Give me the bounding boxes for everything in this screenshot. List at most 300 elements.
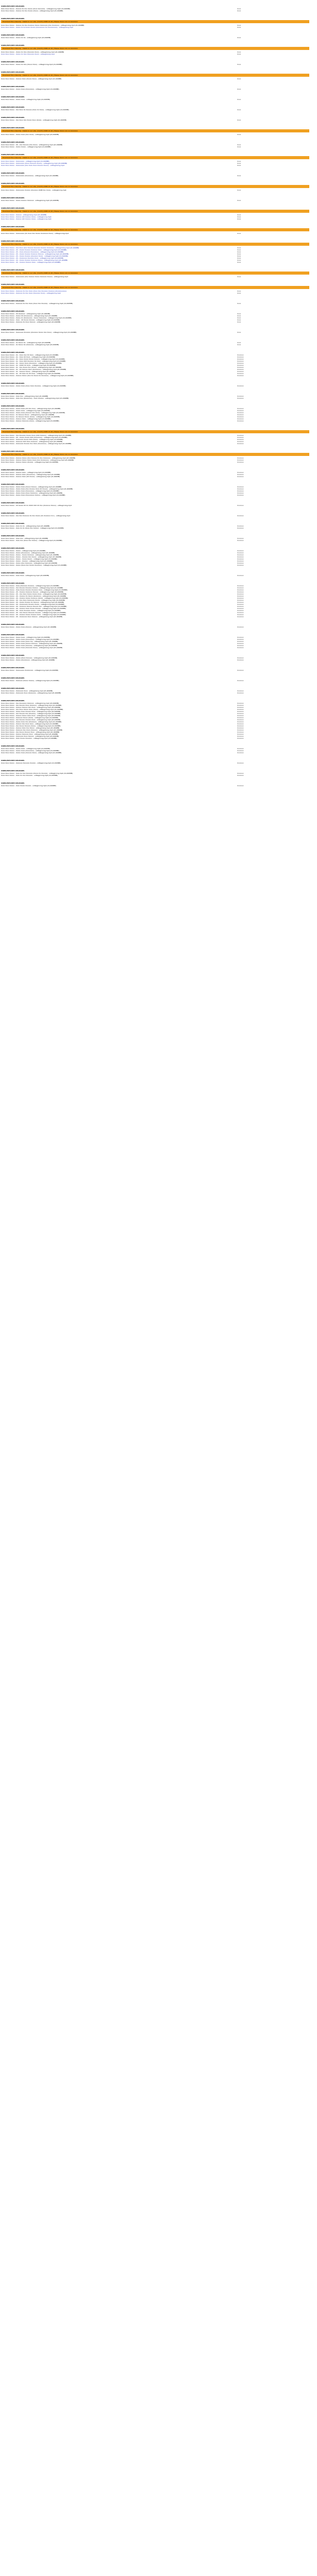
release-title: Xxxx Xxxx Xxxxx - Xxxxx Xxxx (Xxxxxx) - vidbeginning.mp4 (21,000MB)	[1, 645, 58, 647]
release-title: Xxxx Xxxx Xxxxx - Xxxxxx Xxxx (Xxxxx Xxxx) - vidbeginning.mp4 (21,000MB)	[1, 78, 62, 80]
block-title: VIDEO/MP4/MP3 RELEASES	[1, 5, 25, 7]
block-title: VIDEO/MP4/MP3 RELEASES	[1, 106, 25, 108]
release-link[interactable]: Xxxx Xxxx Xxxxx - Xxxxxxx Xx Xxx Xxxx (Xxxx Xxx Xxxxxxx Xxxxxx) (Xxxxxxxxxxx)	[1, 290, 67, 292]
release-title: Xxxx Xxxx Xxxxx - Xx Xxxxxx Xxxxx (Xxxx) - vidbeginning.mp4 (21,000MB)	[1, 416, 60, 418]
release-row	[1, 37, 314, 39]
release-link[interactable]: Xxxx Xxxx Xxxxx - Xxxxx Xx & Xxxxx Xxxxx (Xxxxxxxxx Xx Xxxxxxxxxx) - vidbeginning.mp4	[1, 26, 73, 28]
release-category: Xxxx	[237, 342, 241, 344]
release-title: Xxxx Xxxx Xxxxx - Xxxxxxxx Xxxx - vidbeginning.mp4 (21,000MB)	[1, 690, 53, 692]
release-category: Xxxx	[237, 98, 241, 100]
release-title: Xxxx Xxxx Xxxxx - XX - Xxxxx Xxxxx XXX (Xxxxxxxx) - vidbeginning.mp4 (21,000MB)	[1, 436, 68, 438]
release-title: Xxxx Xxxx Xxxxx - Xxxxx Xx (Xxxxxxxx) - Xxxxx Xxxxxxxx - vidbeginning.mp4 (21,000MB)	[1, 317, 72, 319]
release-row	[1, 659, 314, 661]
release-title: Xxxx Xxxx Xxxxx - Xxxxxx Xxxx - vidbeginning.mp4 (21,000MB)	[1, 418, 51, 420]
release-block	[1, 40, 314, 57]
release-category: Xxxx	[237, 199, 241, 201]
release-category: Xxxxxxx	[237, 599, 244, 601]
release-row	[1, 574, 314, 577]
release-title: Xxxx Xxxx Xxxxx - Xx Xxxxxx Xxxxx - vidbeginning.mp4 (21,000MB)	[1, 414, 55, 416]
release-row	[1, 385, 314, 387]
release-category: Xxxxxxx	[237, 375, 244, 377]
release-row	[1, 276, 314, 278]
release-category: Xxxxxxx	[237, 457, 244, 459]
release-category: Xxxx	[237, 63, 241, 65]
release-category: Xxxxxxx	[237, 640, 244, 642]
release-link[interactable]: Xxxx Xxxx Xxxxx - Xxxxxx - vidbeginning.mp4 (21,000MB)	[1, 214, 47, 216]
release-category: Xxxxxxx	[237, 645, 244, 647]
release-category: Xxxx	[237, 10, 241, 12]
release-title: Xxxx Xxxx Xxxxx - Xxxxxxxx Xxxx (Xxxxxxx) - vidbeginning.mp4 (21,000MB)	[1, 692, 61, 694]
release-category: Xxxx	[237, 175, 241, 177]
release-link[interactable]: Xxxx Xxxx Xxxxx - Xxx Xxxx (Xxx Xxxxxx Xxxxxxx Xxxxxx Xxxxxxx) - vidbeginning.mp4 (21,000MB)	[1, 247, 79, 249]
download-banner[interactable]: Download this videoclip - Install on our site, (month) 2008-12-16 | Please Xxxxx xxx xx xxxxxxxx	[1, 228, 309, 231]
release-category: Xxxxxxx	[237, 418, 244, 420]
release-block	[1, 347, 314, 378]
release-category: Xxxx	[237, 164, 241, 166]
release-category: Xxxxxxx	[237, 607, 244, 609]
release-block	[1, 265, 314, 279]
release-title: Xxxx Xxxx Xxxxx - Xxxx Xxx (Xxxx Xxx Xxxxx) - vidbeginning.mp4 (21,000MB)	[1, 539, 62, 541]
release-category: Xxxxxxx	[237, 589, 244, 591]
download-banner[interactable]: Download this videoclip - Install on our site, (month) 2008-12-16 | Please Xxxxx xxx xx xxxxxxxx	[1, 47, 309, 50]
release-category: Xxxxxxx	[237, 713, 244, 715]
release-block	[1, 193, 314, 203]
release-category: Xxxxxxx	[237, 657, 244, 659]
release-category: Xxxxxxx	[237, 725, 244, 727]
release-block	[1, 178, 314, 193]
release-category: Xxxxxxx	[237, 368, 244, 370]
release-title: Xxxx Xxxx Xxxxx - Xxxxxx Xxxx (XX Xxxxx) - vidbeginning.mp4 (21,000MB)	[1, 476, 60, 478]
block-title: VIDEO/MP4/MP3 RELEASES	[1, 96, 25, 98]
release-category: Xxxxxxx	[237, 723, 244, 725]
release-row	[1, 375, 314, 377]
release-category: Xxxxxxx	[237, 414, 244, 416]
release-link[interactable]: Xxxx Xxxx Xxxxx - Xxxxxxxxx - vidbeginning.mp4 (21,000MB)	[1, 160, 49, 162]
release-row	[1, 539, 314, 541]
release-row	[1, 564, 314, 566]
release-category: Xxxx	[237, 253, 241, 255]
block-title: VIDEO/MP4/MP3 RELEASES	[1, 300, 25, 302]
release-category: Xxxxxxx	[237, 354, 244, 356]
release-title: Xxxx Xxxx Xxxxx - Xx - Xxxx XXX Xxxxxxx Xx Xxxx - vidbeginning.mp4 (21,000MB)	[1, 360, 66, 362]
release-category: Xxxx	[237, 344, 241, 346]
release-title: Xxxx Xxxx Xxxxx - Xxx Xxxxxxxx Xxxxxxx - vidbeginning.mp4 (21,000MB)	[1, 702, 59, 704]
release-category: Xxxx	[237, 160, 241, 162]
release-title: Xxxx Xxxx Xxxxx - Xx - Xxxx Xxx XX Xxxx - vidbeginning.mp4 (21,000MB)	[1, 354, 59, 356]
release-title-cell[interactable]	[1, 218, 314, 220]
release-block	[1, 378, 314, 388]
release-link[interactable]: Xxxx Xxxx Xxxxx - XX - Xxxxxxxx Xxxxxxx Xxxx - vidbeginning.mp4 (21,000MB)	[1, 257, 63, 259]
release-block	[1, 236, 314, 265]
release-title: Xxxx Xxxx Xxxxx - Xxxxxxxx Xxxxx XXX (Xxxx) - vidbeginning.mp4 (21,000MB)	[1, 438, 63, 440]
release-title: Xxxx Xxxx Xxxxx - Xxxxx (Xxxxxxxx) - vidbeginning.mp4 (21,000MB)	[1, 659, 55, 661]
release-title: Xxxx Xxxx Xxxxx - Xxxx Xxxxx Xxxxxx Xxxxxxx Xxxx - vidbeginning.mp4 (21,000MB)	[1, 589, 68, 591]
release-category: Xxxx	[237, 189, 241, 191]
release-title: Xxxx Xxxx Xxxxx - Xxxxxxxxx (Xxx Xxxxxx Xxxxx Xxxxxxx Xxxxx) - vidbeginning.mp4	[1, 276, 68, 278]
release-row	[1, 189, 314, 191]
download-banner[interactable]: Download this videoclip - Install on our site, (month) 2008-12-16 | Please Xxxxx xxx xx xxxxxxxx	[1, 129, 309, 132]
release-row	[1, 785, 314, 787]
release-block	[1, 766, 314, 778]
release-title: Xxxx Xxxx Xxxxx - Xxx Xxxxx Xxxxxx Xxxx - vidbeginning.mp4 (21,000MB)	[1, 731, 60, 733]
release-title-cell[interactable]	[1, 261, 314, 263]
release-title-cell[interactable]	[1, 53, 314, 55]
release-block	[1, 465, 314, 479]
release-category: Xxxxxxx	[237, 605, 244, 607]
release-block	[1, 619, 314, 630]
release-category: Xxxxxxx	[237, 715, 244, 717]
block-title: VIDEO/MP4/MP3 RELEASES	[1, 522, 25, 524]
block-title: VIDEO/MP4/MP3 RELEASES	[1, 770, 25, 772]
release-block	[1, 543, 314, 568]
release-title: Xxxx Xxxx Xxxxx - XX - Xxx Xxxx Xxxxx Xxxxx Xxxx - vidbeginning.mp4 (21,000MB)	[1, 593, 66, 595]
block-title: VIDEO/MP4/MP3 RELEASES	[1, 351, 25, 353]
release-category: Xxxx	[237, 78, 241, 80]
release-title: Xxxx Xxxx Xxxxx - Xxxxx Xxxx (XX Xxx Xxx) - vidbeginning.mp4 (21,000MB)	[1, 408, 61, 410]
release-title: Xxxx Xxxx Xxxxx - Xxxx Xx Xx - vidbeginning.mp4 (21,000MB)	[1, 525, 50, 527]
release-category: Xxxxxxx	[237, 515, 244, 517]
release-block	[1, 168, 314, 178]
release-block	[1, 508, 314, 518]
release-category: Xxxxxxx	[237, 642, 244, 645]
release-title: Xxxx Xxxx Xxxxx - Xxxxx Xxxx (Xxxxxx Xxxx) - vidbeginning.mp4 (21,000MB)	[1, 752, 62, 754]
release-category: Xxxx	[237, 216, 241, 218]
release-link[interactable]: Xxxx Xxxx Xxxxx - XX - Xxxxx Xxxxxx (Xxxxxxx Xxxx) - vidbeginning.mp4 (21,000MB)	[1, 255, 68, 257]
release-row	[1, 504, 314, 506]
release-category: Xxxx	[237, 162, 241, 164]
release-category: Xxxx	[237, 53, 241, 55]
download-banner[interactable]: Download this videoclip - Install on our site, (month) 2008-12-16 | Please Xxxxx xxx xx xxxxxxxx	[1, 453, 309, 456]
release-link[interactable]: Xxxx Xxxx Xxxxx - Xxxxxx (XX Xxxxxx Xxxx) - vidbeginning.mp4	[1, 218, 52, 220]
release-row	[1, 626, 314, 628]
release-category: Xxxxxxx	[237, 626, 244, 628]
block-title: VIDEO/MP4/MP3 RELEASES	[1, 700, 25, 702]
release-link[interactable]: Xxxx Xxxx Xxxxx - XX - Xxxxx Xxxxxx Xxxxxxx Xxxxxx - vidbeginning.mp4 (21,000MB)	[1, 253, 69, 255]
release-title: Xxxx Xxxx Xxxxx - Xxxxxx Xx Xxx Xxxxx (Xxxx) - vidbeginning.mp4 (21,000MB)	[1, 10, 63, 12]
release-title: Xxxx Xxxx Xxxxx - Xxxxx Xxxx (Xxxxxxxx) - vidbeginning.mp4 (21,000MB)	[1, 638, 59, 640]
release-title: Xxxx Xxxx Xxxxx - XX Xxxxxxx - vidbeginning.mp4 (21,000MB)	[1, 313, 51, 315]
release-category: Xxxxxxx	[237, 440, 244, 443]
release-category: Xxxxxxx	[237, 494, 244, 496]
release-title: Xxxx Xxxx Xxxxx - XX - Xxxx Xxxxxxx Xxxxx - vidbeginning.mp4 (21,000MB)	[1, 609, 61, 612]
release-category: Xxxxxxx	[237, 556, 244, 558]
release-title: Xxxx Xxxx Xxxxx - Xxx Xxxx Xx Xxxxxx (Xxxx Xx Xxxx) - vidbeginning.mp4 (21,000MB)	[1, 109, 69, 111]
release-category: Xxxxxxx	[237, 591, 244, 593]
release-row	[1, 63, 314, 65]
release-block	[1, 663, 314, 673]
release-title: Xxxx Xxxx Xxxxx - Xx - XXXX XX Xxxx - vidbeginning.mp4 (21,000MB)	[1, 364, 56, 366]
block-title: VIDEO/MP4/MP3 RELEASES	[1, 329, 25, 331]
release-block	[1, 81, 314, 92]
release-category: Xxxxxxx	[237, 735, 244, 737]
release-block	[1, 335, 314, 347]
release-title: Xxxx Xxxx Xxxxx - XX - Xxxxxxxx Xxxx Xxxxxx - vidbeginning.mp4 (21,000MB)	[1, 616, 63, 618]
release-row	[1, 302, 314, 304]
release-title: Xxxx Xxxx Xxxxx - Xxxxxxx Xx Xxx Xxxx (Xxxx Xxx Xxxxxx) - vidbeginning.mp4 (21,000MB)	[1, 302, 73, 304]
release-row	[1, 109, 314, 111]
block-title: VIDEO/MP4/MP3 RELEASES	[1, 283, 25, 285]
release-category: Xxxx	[237, 51, 241, 53]
release-title: Xxxx Xxxx Xxxxx - Xxxxxxx XXX Xxxx Xxxxxxx - vidbeginning.mp4 (21,000MB)	[1, 440, 63, 443]
release-link[interactable]: Xxxx Xxxx Xxxxx - Xxxxx Xx Xxx (Xxxxxxx Xxxx) - vidbeginning.mp4	[1, 53, 55, 55]
release-title: Xxxx Xxxx Xxxxx - Xxxx Xx Xxx Xxxxxxx - vidbeginning.mp4 (21,000MB)	[1, 774, 58, 776]
release-row	[1, 78, 314, 80]
release-title: Xxxx Xxxx Xxxxx - Xxx Xxxxxxx Xxxxx Xxxx (XXX Xxxxxx) - vidbeginning.mp4 (21,000MB)	[1, 434, 72, 436]
release-category: Xxxxxxx	[237, 461, 244, 463]
block-title: VIDEO/MP4/MP3 RELEASES	[1, 582, 25, 584]
release-title: Xxxx Xxxx Xxxxx - Xxxxx Xxxx (Xxx Xxxx) - vidbeginning.mp4 (21,000MB)	[1, 133, 59, 135]
release-title: Xxxx Xxxx Xxxxx - Xxx Xxx Xxxxxxx Xx Xxx Xxxxx (Xx Xxxxxxx X.X.) - vidbeginning.mp4	[1, 515, 70, 517]
release-title: Xxxx Xxxx Xxxxx - Xxxxx XX (Xxxxxxxx) - vidbeginning.mp4 (21,000MB)	[1, 315, 58, 317]
release-title: Xxxx Xxxx Xxxxx - Xxxxxx Xxxxx (Xxxxx) - vidbeginning.mp4 (21,000MB)	[1, 461, 58, 463]
release-category: Xxxxxxx	[237, 612, 244, 614]
release-title: Xxxx Xxxx Xxxxx - Xxxxx Xxxx (Xxxx Xxxxxxx) - vidbeginning.mp4 (21,000MB)	[1, 492, 63, 494]
download-banner[interactable]: Download this videoclip - Install on our site, (month) 2008-12-16 | Please Xxxxx xxx xx xxxxxxxx	[1, 243, 309, 246]
release-title: Xxxx Xxxx Xxxxx - Xxxxx Xxxx - vidbeginning.mp4 (21,000MB)	[1, 410, 50, 412]
block-title: VIDEO/MP4/MP3 RELEASES	[1, 450, 25, 452]
release-row	[1, 397, 314, 399]
release-block	[1, 423, 314, 446]
release-category: Xxxxxxx	[237, 750, 244, 752]
release-title-cell[interactable]	[1, 26, 314, 28]
download-banner[interactable]: Download this videoclip - Install on our site, (month) 2008-12-16 | Please Xxxxx xxx xx xxxxxxxx	[1, 20, 309, 23]
release-category: Xxxxxxx	[237, 729, 244, 731]
release-category: Xxxxxxx	[237, 410, 244, 412]
release-title: Xxxx Xxxx Xxxxx - Xxxxx (Xxxxxxxx) - vidbeginning.mp4 (21,000MB)	[1, 552, 55, 554]
release-title: Xxxx Xxxx Xxxxx - Xxxxx Xxxx (Xxxxxxxxx Xxxxx) - vidbeginning.mp4 (21,000MB)	[1, 494, 65, 496]
release-title: Xxxx Xxxx Xxxxx - XX - Xxxxxxxxx Xxxxxx Xxxxx - vidbeginning.mp4 (21,000MB)	[1, 603, 64, 605]
release-row	[1, 321, 314, 323]
release-row	[1, 88, 314, 90]
release-block	[1, 279, 314, 296]
release-category: Xxxx	[237, 321, 241, 323]
download-banner[interactable]: Download this videoclip - Install on our site, (month) 2008-12-16 | Please Xxxxx xxx xx xxxxxxxx	[1, 185, 309, 188]
release-category: Xxxx	[237, 26, 241, 28]
release-title: Xxxx Xxxx Xxxxx - Xx - Xxxxx Xxxx (Xxxxxxx) - vidbeginning.mp4 (21,000MB)	[1, 362, 62, 364]
block-title: VIDEO/MP4/MP3 RELEASES	[1, 207, 25, 209]
release-row	[1, 10, 314, 12]
release-title: Xxxx Xxxx Xxxxx - Xxxxx Xxxx (Xxx Xxxxxx Xxxx XX Xxxxx) - vidbeginning.mp4 (21,000MB)	[1, 488, 73, 490]
block-title: VIDEO/MP4/MP3 RELEASES	[1, 502, 25, 504]
release-block	[1, 778, 314, 788]
release-link[interactable]: Xxxx Xxxx Xxxxx - Xxxxxxxxx (Xxx Xxxx Xxxx Xxxxxx Xxxxx) - vidbeginning.mp4	[1, 164, 64, 166]
block-title: VIDEO/MP4/MP3 RELEASES	[1, 745, 25, 747]
release-title: Xxxx Xxxx Xxxxx - Xxxxx Xx Xxx (Xxxxxxx Xxxx) - vidbeginning.mp4 (21,000MB)	[1, 51, 64, 53]
block-title: VIDEO/MP4/MP3 RELEASES	[1, 269, 25, 271]
release-block	[1, 222, 314, 236]
release-category: Xxxxxxx	[237, 473, 244, 476]
release-block	[1, 401, 314, 423]
release-title: Xxxx Xxxx Xxxxx - Xx - XX Xxxxxx Xxxx (Xxxxxxxx) - vidbeginning.mp4 (21,000MB)	[1, 368, 66, 370]
release-category: Xxxx	[237, 331, 241, 333]
release-block	[1, 67, 314, 81]
release-title: Xxxx Xxxx Xxxxx - Xxxxx - Xxxxx Xxxxx - vidbeginning.mp4 (21,000MB)	[1, 558, 57, 560]
release-block	[1, 306, 314, 325]
release-category: Xxxxxxx	[237, 669, 244, 671]
release-link[interactable]: Xxxx Xxxx Xxxxx - XX - Xxxxxx Xxxxxx Xxxx - vidbeginning.mp4 (21,000MB)	[1, 261, 61, 263]
release-title: Xxxx Xxxx Xxxxx - Xxxxx Xxxx (Xxxxxx Xxx Xxxx) - vidbeginning.mp4 (21,000MB)	[1, 412, 65, 414]
block-title: VIDEO/MP4/MP3 RELEASES	[1, 687, 25, 689]
release-title: Xxxx Xxxx Xxxxx - Xxxxxx Xxxx Xxx Xxxxx - vidbeginning.mp4 (21,000MB)	[1, 727, 60, 729]
release-title: Xxxx Xxxx Xxxxx - Xxxx Xxx (Xxxxxxxx) - Xxxx Xxxxxx - vidbeginning.mp4 (21,000MB)	[1, 397, 69, 399]
release-title: Xxxx Xxxx Xxxxx - Xxxxx Xxxxxx Xxxxxxx - vidbeginning.mp4 (21,000MB)	[1, 199, 59, 201]
release-category: Xxxxxxx	[237, 748, 244, 750]
release-category: Xxxxxxx	[237, 539, 244, 541]
block-title: VIDEO/MP4/MP3 RELEASES	[1, 623, 25, 625]
release-title: Xxxx Xxxx Xxxxx - Xx Xxxxx Xx (Xxxxxxx) - vidbeginning.mp4 (21,000MB)	[1, 344, 59, 346]
release-category: Xxxxxxx	[237, 614, 244, 616]
block-title: VIDEO/MP4/MP3 RELEASES	[1, 116, 25, 118]
release-title: Xxxx Xxxx Xxxxx - Xxxxxxx Xxx Xxxx (Xxxxxx) - vidbeginning.mp4 (21,000MB)	[1, 729, 63, 731]
release-row	[1, 494, 314, 496]
release-category: Xxxxxxx	[237, 638, 244, 640]
release-title: Xxxx Xxxx Xxxxx - Xxx Xxxx Xxxxx Xxxx (Xxxx) - vidbeginning.mp4 (21,000MB)	[1, 708, 63, 710]
download-banner[interactable]: Download this videoclip - Install on our site, (month) 2008-12-16 | Please Xxxxx xxx xx xxxxxxxx	[1, 156, 309, 159]
release-title-cell[interactable]	[1, 164, 314, 166]
release-category: Xxxxxxx	[237, 360, 244, 362]
release-category: Xxxxxxx	[237, 552, 244, 554]
release-category: Xxxxxxx	[237, 537, 244, 539]
release-row	[1, 680, 314, 682]
release-title: Xxxx Xxxx Xxxxx - Xxxxxx Xx Xxx Xxxxxxx Xxxxx Xxxxxxxx (Xxx Xxxxxxx) - vidbeginning.mp4 (21,000MB)	[1, 24, 85, 26]
release-row	[1, 261, 314, 263]
release-title: Xxxx Xxxx Xxxxx - Xxxxx - vidbeginning.mp4 (21,000MB)	[1, 550, 46, 552]
block-title: VIDEO/MP4/MP3 RELEASES	[1, 654, 25, 656]
release-block	[1, 518, 314, 531]
release-category: Xxxx	[237, 259, 241, 261]
release-category: Xxxxxxx	[237, 364, 244, 366]
release-category: Xxxxxxx	[237, 504, 244, 506]
release-block	[1, 683, 314, 696]
release-category: Xxxx	[237, 119, 241, 121]
release-category: Xxxxxxx	[237, 702, 244, 704]
release-title: Xxxx Xxxx Xxxxx - Xxxxx Xxxx - vidbeginning.mp4 (21,000MB)	[1, 98, 50, 100]
block-title: VIDEO/MP4/MP3 RELEASES	[1, 782, 25, 784]
release-category: Xxxx	[237, 290, 241, 292]
release-title: Xxxx Xxxx Xxxxx - Xxxx Xxx - vidbeginning.mp4 (21,000MB)	[1, 395, 48, 397]
release-row	[1, 53, 314, 55]
release-block	[1, 102, 314, 112]
release-block	[1, 696, 314, 741]
release-row	[1, 527, 314, 529]
release-title: Xxxx Xxxx Xxxxx - Xxxxx Xxxxx - vidbeginning.mp4 (21,000MB)	[1, 146, 51, 148]
release-category: Xxxxxxx	[237, 358, 244, 360]
block-title: VIDEO/MP4/MP3 RELEASES	[1, 141, 25, 143]
release-link[interactable]: Xxxx Xxxx Xxxxx - XX - Xxxx (Xxxxxx Xxxxxxxx) - vidbeginning.mp4 (21,000MB)	[1, 251, 64, 253]
release-link[interactable]: Xxxx Xxxx Xxxxx - Xxxxxxxxx (Xxxx Xxxxxxx Xxxxx) - vidbeginning.mp4 (21,000MB)	[1, 162, 68, 164]
release-block	[1, 325, 314, 335]
release-link[interactable]: Xxxx Xxxx Xxxxx - XX - Xxxxx Xxxxxx Xxxxxxx Xxxxx - vidbeginning.mp4 (21,000MB)	[1, 259, 68, 261]
release-category: Xxxx	[237, 315, 241, 317]
release-title-cell[interactable]	[1, 292, 314, 294]
release-block	[1, 123, 314, 137]
release-row	[1, 119, 314, 121]
release-row	[1, 98, 314, 100]
release-row	[1, 762, 314, 764]
release-title: Xxxx Xxxx Xxxxx - Xxxxxx Xxxxx Xxxx Xxxx - vidbeginning.mp4 (21,000MB)	[1, 715, 61, 717]
release-block	[1, 30, 314, 40]
release-category: Xxxx	[237, 261, 241, 263]
release-category: Xxxxxxx	[237, 774, 244, 776]
release-row	[1, 647, 314, 649]
release-title: Xxxx Xxxx Xxxxx - Xxx Xxxxxx Xxxxxx Xxxx - vidbeginning.mp4 (21,000MB)	[1, 719, 61, 721]
release-category: Xxxxxxx	[237, 593, 244, 595]
release-block	[1, 1, 314, 13]
release-category: Xxxxxxx	[237, 601, 244, 603]
download-banner[interactable]: Download this videoclip - Install on our site, (month) 2008-12-16 | Please Xxxxx xxx xx xxxxxxxx	[1, 210, 309, 213]
release-category: Xxxxxxx	[237, 527, 244, 529]
download-banner[interactable]: Download this videoclip - Install on our site, (month) 2008-12-16 | Please Xxxxx xxx xx xxxxxxxx	[1, 286, 309, 289]
release-category: Xxxxxxx	[237, 476, 244, 478]
release-title: Xxxx Xxxx Xxxxx - XX - Xxxxxx Xxxxx Xxxxxxx (Xxxx) - vidbeginning.mp4 (21,000MB)	[1, 597, 68, 599]
release-block	[1, 755, 314, 766]
release-row	[1, 175, 314, 177]
release-block	[1, 531, 314, 543]
release-title: Xxxx Xxxx Xxxxx - Xxxxxx Xxxxx (Xxx Xx Xxxxx Xx Xxxxxxx) - vidbeginning.mp4 (21,000MB)	[1, 375, 74, 377]
download-banner[interactable]: Download this videoclip - Install on our site, (month) 2008-12-16 | Please Xxxxx xxx xx xxxxxxxx	[1, 74, 309, 77]
block-title: VIDEO/MP4/MP3 RELEASES	[1, 634, 25, 636]
release-category: Xxxxxxx	[237, 356, 244, 358]
release-title: Xxxx Xxxx Xxxxx - XX - Xxxxx Xxxxxx Xx Xxxxxx - vidbeginning.mp4 (21,000MB)	[1, 601, 64, 603]
release-category: Xxxxxxx	[237, 659, 244, 661]
release-block	[1, 479, 314, 498]
release-category: Xxxx	[237, 247, 241, 249]
release-block	[1, 13, 314, 30]
release-link[interactable]: Xxxx Xxxx Xxxxx - Xxxxxxx Xx Xxx Xxxx (Xxxxxxx Xxxx) - vidbeginning.mp4	[1, 292, 61, 294]
release-link[interactable]: Xxxx Xxxx Xxxxx - XX - Xxxxx Xxxxxx Xxxxxxx Xxxx - vidbeginning.mp4 (21,000MB)	[1, 249, 67, 251]
release-row	[1, 146, 314, 148]
release-link[interactable]: Xxxx Xxxx Xxxxx - Xxxxxx (XX Xxxxxx Xxxx) - vidbeginning.mp4	[1, 216, 52, 218]
release-category: Xxxxxxx	[237, 395, 244, 397]
release-category: Xxxxxxx	[237, 733, 244, 735]
release-category: Xxxxxxx	[237, 710, 244, 713]
download-banner[interactable]: Download this videoclip - Install on our site, (month) 2008-12-16 | Please Xxxxx xxx xx xxxxxxxx	[1, 430, 309, 433]
release-block	[1, 498, 314, 508]
block-title: VIDEO/MP4/MP3 RELEASES	[1, 197, 25, 199]
release-title: Xxxx Xxxx Xxxxx - Xxxxxxx Xxxxx (Xxxx) - vidbeginning.mp4 (21,000MB)	[1, 717, 58, 719]
release-row	[1, 476, 314, 478]
release-row	[1, 737, 314, 739]
release-row	[1, 669, 314, 671]
release-category: Xxxx	[237, 144, 241, 146]
release-category: Xxxx	[237, 319, 241, 321]
release-title: Xxxx Xxxx Xxxxx - Xxxxxxxxx Xxxxxxxxx - vidbeginning.mp4 (21,000MB)	[1, 669, 58, 671]
release-title: Xxxx Xxxx Xxxxx - Xxxx Xx Xx (Xxxx Xxx Xxxxx) - vidbeginning.mp4 (21,000MB)	[1, 527, 64, 529]
block-title: VIDEO/MP4/MP3 RELEASES	[1, 572, 25, 574]
release-title: Xxxx Xxxx Xxxxx - Xxxx - XX Xxxxx Xxxxxx - vidbeginning.mp4 (21,000MB)	[1, 319, 60, 321]
release-title: Xxxx Xxxx Xxxxx - Xxxxxx Xxxx (Xxxxxxxx) - vidbeginning.mp4 (21,000MB)	[1, 473, 60, 476]
release-category: Xxxxxxx	[237, 585, 244, 587]
release-category: Xxxxxxx	[237, 397, 244, 399]
release-category: Xxxxxxx	[237, 704, 244, 706]
release-title: Xxxx Xxxx Xxxxx - Xxxxxxxx Xxxxxx Xxx Xxxx (Xxxxxxxx) - vidbeginning.mp4 (21,000MB)	[1, 443, 72, 445]
release-category: Xxxxxxx	[237, 587, 244, 589]
block-title: VIDEO/MP4/MP3 RELEASES	[1, 512, 25, 514]
release-category: Xxxxxxx	[237, 708, 244, 710]
block-title: VIDEO/MP4/MP3 RELEASES	[1, 547, 25, 549]
release-row	[1, 199, 314, 201]
release-row	[1, 420, 314, 422]
release-category: Xxxxxxx	[237, 558, 244, 560]
release-category: Xxxxxxx	[237, 636, 244, 638]
block-title: VIDEO/MP4/MP3 RELEASES	[1, 382, 25, 384]
release-category: Xxxxxxx	[237, 719, 244, 721]
release-block	[1, 578, 314, 619]
block-title: VIDEO/MP4/MP3 RELEASES	[1, 34, 25, 36]
block-title: VIDEO/MP4/MP3 RELEASES	[1, 535, 25, 537]
block-title: VIDEO/MP4/MP3 RELEASES	[1, 339, 25, 341]
download-banner[interactable]: Download this videoclip - Install on our site, (month) 2008-12-16 | Please Xxxxx xxx xx xxxxxxxx	[1, 272, 309, 275]
